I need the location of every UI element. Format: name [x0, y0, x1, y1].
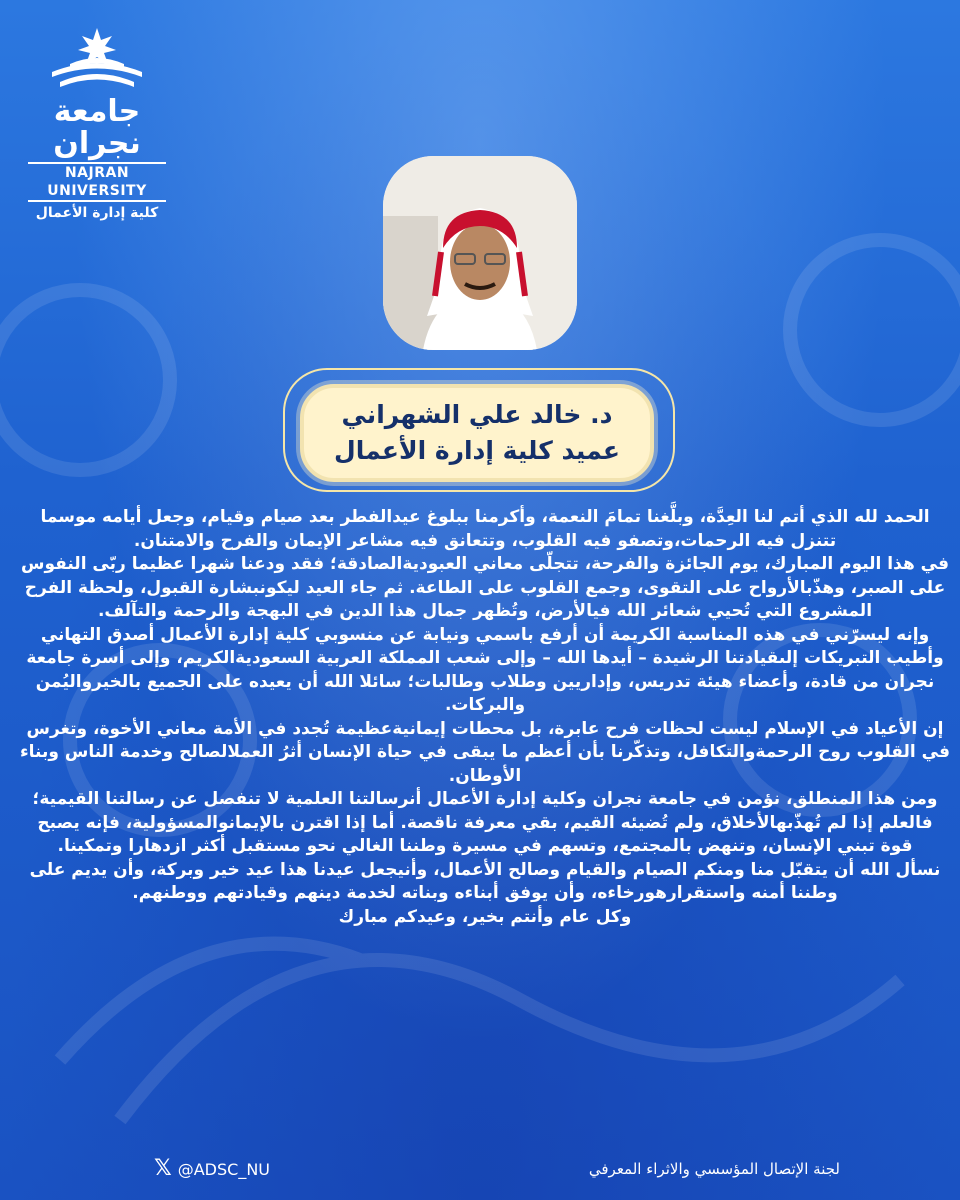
- x-twitter-icon: 𝕏: [154, 1156, 172, 1181]
- dean-title: عميد كلية إدارة الأعمال: [334, 436, 620, 465]
- dean-name: د. خالد علي الشهراني: [341, 400, 613, 429]
- committee-name: لجنة الإتصال المؤسسي والاثراء المعرفي: [588, 1160, 840, 1178]
- name-card: [300, 384, 654, 482]
- social-handle[interactable]: [154, 1158, 270, 1180]
- message-paragraph-2: في هذا اليوم المبارك، يوم الجائزة والفرحة، تتجلّى معاني العبوديةالصادقة؛ فقد ودعنا شهرا عظيما ربّى النفوس على الصبر، وهذّبالأرواح على التقوى، وجمع القلوب على الطاعة. ثم جاء العيد ليكونبشارة القبول، ولحظة الفرح المشروع التي تُحيي شعائر الله فيالأرض، وتُظهر جمال هذا الدين في البهجة والرحمة والتآلف.: [21, 554, 949, 621]
- portrait-image: [383, 156, 577, 350]
- message-paragraph-7: وكل عام وأنتم بخير، وعيدكم مبارك: [338, 906, 632, 927]
- message-paragraph-1: الحمد لله الذي أتم لنا العِدَّة، وبلَّغنا تمامَ النعمة، وأكرمنا ببلوغ عيدالفطر بعد صيام وقيام، وجعل أيامه موسما تتنزل فيه الرحمات،وتصفو فيه القلوب، وتتعانق فيه مشاعر الإيمان والفرح والامتنان.: [40, 507, 930, 551]
- star-logo-icon: [42, 28, 152, 90]
- eid-message: [20, 506, 950, 929]
- message-paragraph-3: وإنه ليسرّني في هذه المناسبة الكريمة أن أرفع باسمي ونيابة عن منسوبي كلية إدارة الأعمال أصدق التهاني وأطيب التبريكات إلىقيادتنا الرشيدة – أيدها الله – وإلى شعب المملكة العربية السعوديةالكريم، وإلى أسرة جامعة نجران من قادة، وأعضاء هيئة تدريس، وإداريين وطلاب وطالبات؛ سائلا الله أن يعيده على الجميع بالخيرواليُمن والبركات.: [26, 624, 944, 715]
- message-paragraph-4: إن الأعياد في الإسلام ليست لحظات فرح عابرة، بل محطات إيمانيةعظيمة تُجدد في الأمة معاني الأخوة، وتغرس في القلوب روح الرحمةوالتكافل، وتذكّرنا بأن أعظم ما يبقى في حياة الإنسان أثرُ العملالصالح وخدمة الناس وبناء الأوطان.: [19, 718, 950, 786]
- handle-text: @ADSC_NU: [177, 1159, 271, 1179]
- logo-college-name: كلية إدارة الأعمال: [35, 205, 159, 221]
- university-logo: [22, 28, 172, 222]
- message-paragraph-6: نسأل الله أن يتقبّل منا ومنكم الصيام والقيام وصالح الأعمال، وأنيجعل عيدنا هذا عيد خير وبركة، وأن يديم على وطننا أمنه واستقرارهورخاءه، وأن يوفق أبناءه وبناته لخدمة دينهم وقيادتهم ووطنهم.: [29, 859, 941, 903]
- logo-arabic-name: جامعة نجران: [53, 94, 141, 161]
- dean-photo: [383, 156, 577, 350]
- message-paragraph-5: ومن هذا المنطلق، نؤمن في جامعة نجران وكلية إدارة الأعمال أنرسالتنا العلمية لا تنفصل عن رسالتنا القيمية؛ فالعلم إذا لم تُهذّبهالأخلاق، ولم تُضيئه القيم، بقي معرفة ناقصة. أما إذا اقترن بالإيمانوالمسؤولية، فإنه يصبح قوة تبني الإنسان، وتنهض بالمجتمع، وتسهم في مسيرة وطننا الغالي نحو مستقبل أكثر ازدهارا وتمكينا.: [32, 789, 938, 856]
- logo-english-name: NAJRAN UNIVERSITY: [28, 162, 166, 202]
